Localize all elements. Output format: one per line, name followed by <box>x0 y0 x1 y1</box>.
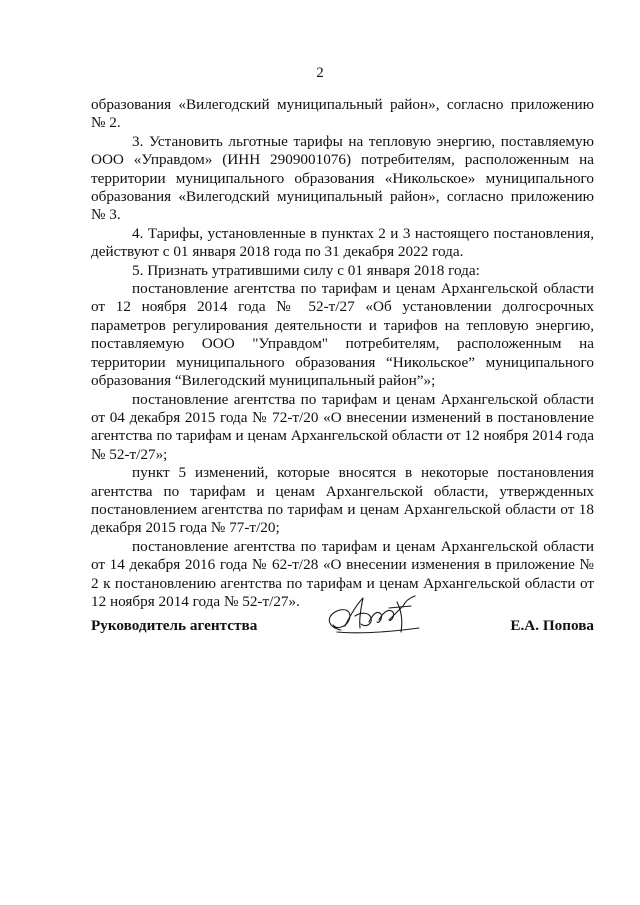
signatory-title: Руководитель агентства <box>91 617 258 634</box>
handwritten-signature-icon <box>319 592 429 640</box>
paragraph-item-5: 5. Признать утратившими силу с 01 января 2018 года: <box>132 261 480 279</box>
paragraph-item-4: 4. Тарифы, установленные в пунктах 2 и 3 настоящего постановления, действуют с 01 января 2018 года по 31 декабря 2022 года. <box>91 224 594 261</box>
paragraph-repealed-act-1: постановление агентства по тарифам и ценам Архангельской области от 12 ноября 2014 года № 52-т/27 «Об установлении долгосрочных параметров регулирования деятельности и тарифов на тепловую энергию, поставляемую ООО "Управдом" потребителям, расположенным на территории муниципального образования “Никольское” муниципального образования “Вилегодский муниципальный район”»; <box>91 280 594 390</box>
signature-block <box>91 592 594 642</box>
page-number: 2 <box>316 65 324 81</box>
document-body <box>91 96 594 611</box>
paragraph-repealed-act-4: постановление агентства по тарифам и ценам Архангельской области от 14 декабря 2016 года № 62-т/28 «О внесении изменения в приложение № 2 к постановлению агентства по тарифам и ценам Архангельской области от 12 ноября 2014 года № 52-т/27». <box>91 537 594 610</box>
paragraph-repealed-act-3: пункт 5 изменений, которые вносятся в некоторые постановления агентства по тарифам и ценам Архангельской области, утвержденных постановлением агентства по тарифам и ценам Архангельской области от 18 декабря 2015 года № 77-т/20; <box>91 464 594 537</box>
signatory-name: Е.А. Попова <box>510 617 594 634</box>
paragraph-continuation: образования «Вилегодский муниципальный район», согласно приложению № 2. <box>91 96 594 132</box>
paragraph-repealed-act-2: постановление агентства по тарифам и ценам Архангельской области от 04 декабря 2015 года № 72-т/20 «О внесении изменений в постановление агентства по тарифам и ценам Архангельской области от 12 ноября 2014 года № 52-т/27»; <box>91 390 594 463</box>
paragraph-item-3: 3. Установить льготные тарифы на тепловую энергию, поставляемую ООО «Управдом» (ИНН 2909001076) потребителям, расположенным на территории муниципального образования «Никольское» муниципального образования «Вилегодский муниципальный район», согласно приложению № 3. <box>91 132 594 224</box>
